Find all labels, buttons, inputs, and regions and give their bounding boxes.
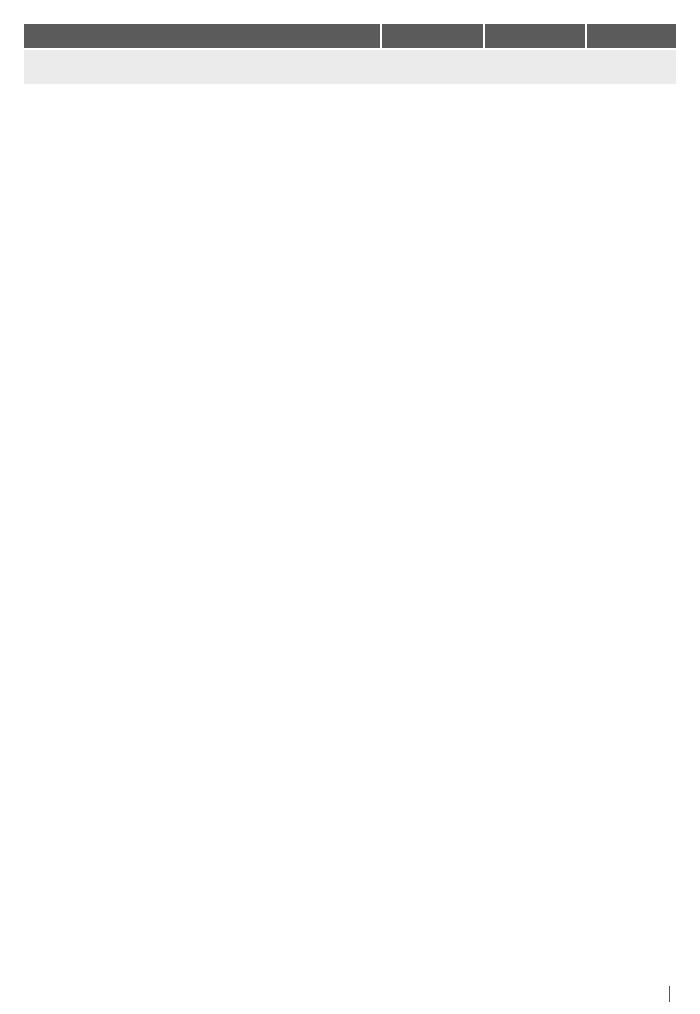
column-header-upe bbox=[587, 24, 676, 48]
table-header bbox=[24, 24, 676, 48]
column-header-produktnummer bbox=[382, 24, 483, 48]
column-header-artikel bbox=[24, 24, 380, 48]
table-spacer bbox=[24, 50, 676, 84]
page-number-separator bbox=[669, 986, 670, 1002]
page-numbers bbox=[662, 986, 677, 1002]
price-table bbox=[24, 24, 676, 84]
column-header-teilenummer bbox=[485, 24, 586, 48]
